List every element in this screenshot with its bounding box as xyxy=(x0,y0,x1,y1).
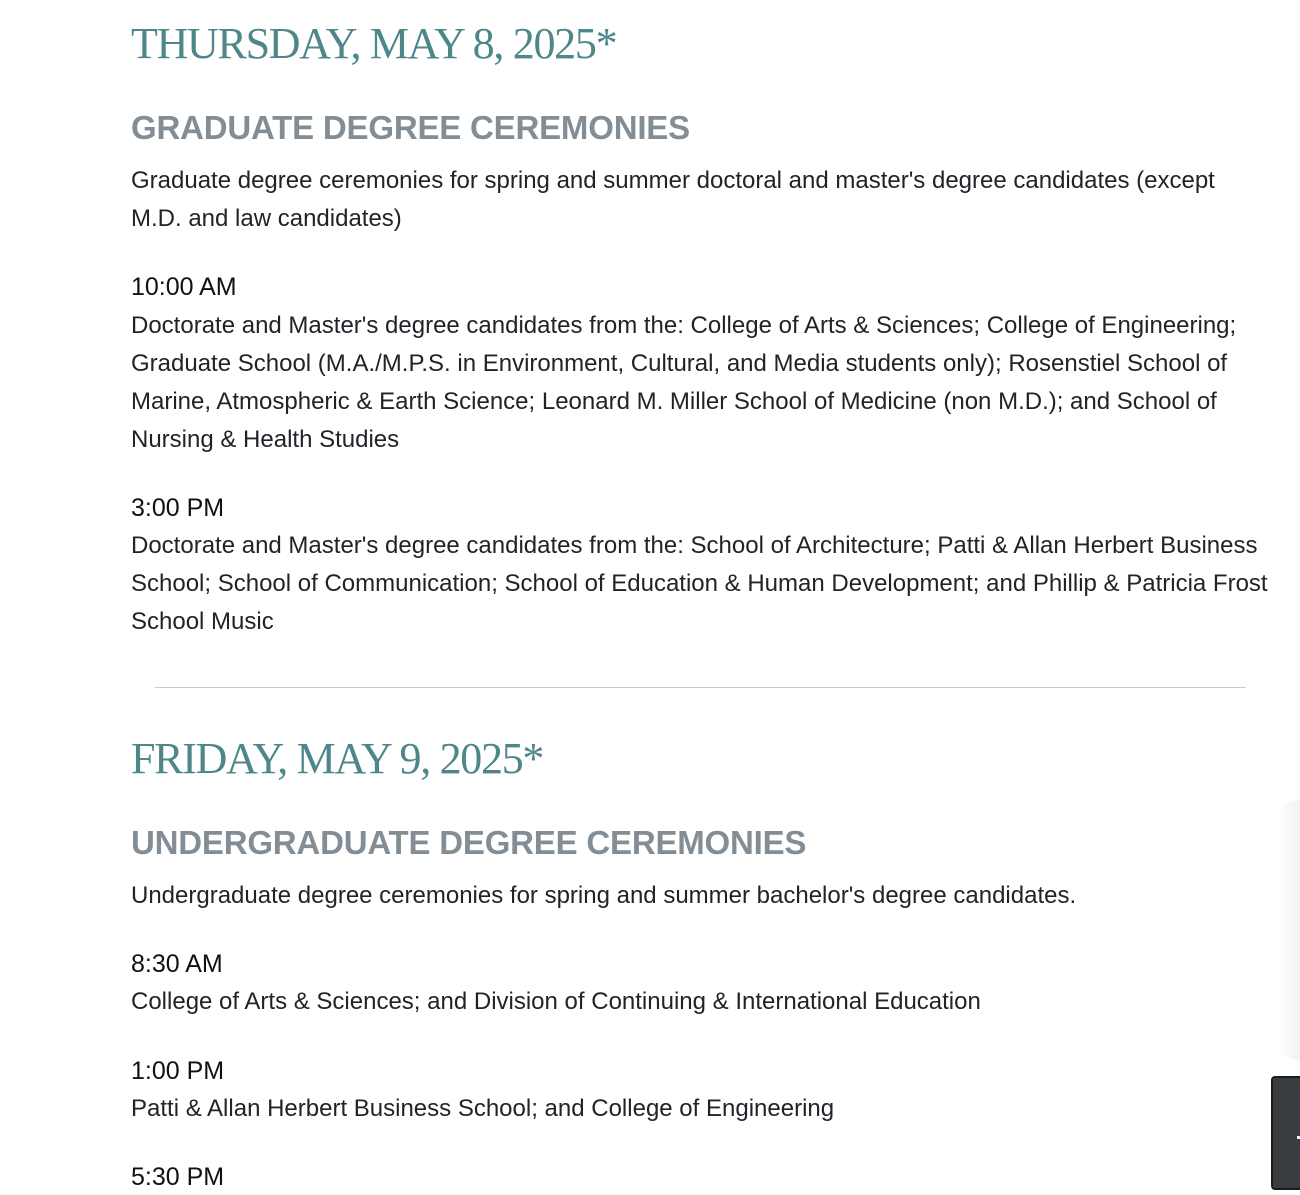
graduate-ceremonies-intro: Graduate degree ceremonies for spring and summer doctoral and master's degree candidates (except M.D. and law candidates) xyxy=(131,167,1215,232)
session-block xyxy=(131,1162,224,1192)
session-description: College of Arts & Sciences; and Division of Continuing & International Education xyxy=(131,988,981,1015)
session-time: 8:30 AM xyxy=(131,950,223,978)
edge-shadow xyxy=(1278,800,1300,1060)
session-block xyxy=(131,272,237,302)
session-block xyxy=(131,949,223,979)
scroll-to-top-button[interactable] xyxy=(1271,1076,1300,1190)
session-time: 5:30 PM xyxy=(131,1163,225,1191)
graduate-ceremonies-heading: GRADUATE DEGREE CEREMONIES xyxy=(131,109,690,146)
undergraduate-ceremonies-intro: Undergraduate degree ceremonies for spring and summer bachelor's degree candidates. xyxy=(131,882,1077,909)
session-block xyxy=(131,1056,224,1086)
session-time: 3:00 PM xyxy=(131,494,225,522)
session-description: Patti & Allan Herbert Business School; and College of Engineering xyxy=(131,1095,835,1122)
section-divider xyxy=(155,687,1246,688)
thursday-date-heading: THURSDAY, MAY 8, 2025* xyxy=(131,19,617,68)
session-block xyxy=(131,493,224,523)
undergraduate-ceremonies-heading: UNDERGRADUATE DEGREE CEREMONIES xyxy=(131,824,807,861)
session-description: Doctorate and Master's degree candidates from the: College of Arts & Sciences; College of Engineering; Graduate School (M.A./M.P.S. in Environment, Cultural, and Media students only); Rosenstiel School of Marine, Atmospheric & Earth Science; Leonard M. Miller School of Medicine (non M.D.); and School of Nursing & Health Studies xyxy=(131,312,1237,453)
session-description: Doctorate and Master's degree candidates from the: School of Architecture; Patti & Allan Herbert Business School; School of Communication; School of Education & Human Development; and Phillip & Patricia Frost School Music xyxy=(131,532,1268,635)
session-time: 1:00 PM xyxy=(131,1057,225,1085)
session-time: 10:00 AM xyxy=(131,273,237,301)
friday-date-heading: FRIDAY, MAY 9, 2025* xyxy=(131,734,544,783)
